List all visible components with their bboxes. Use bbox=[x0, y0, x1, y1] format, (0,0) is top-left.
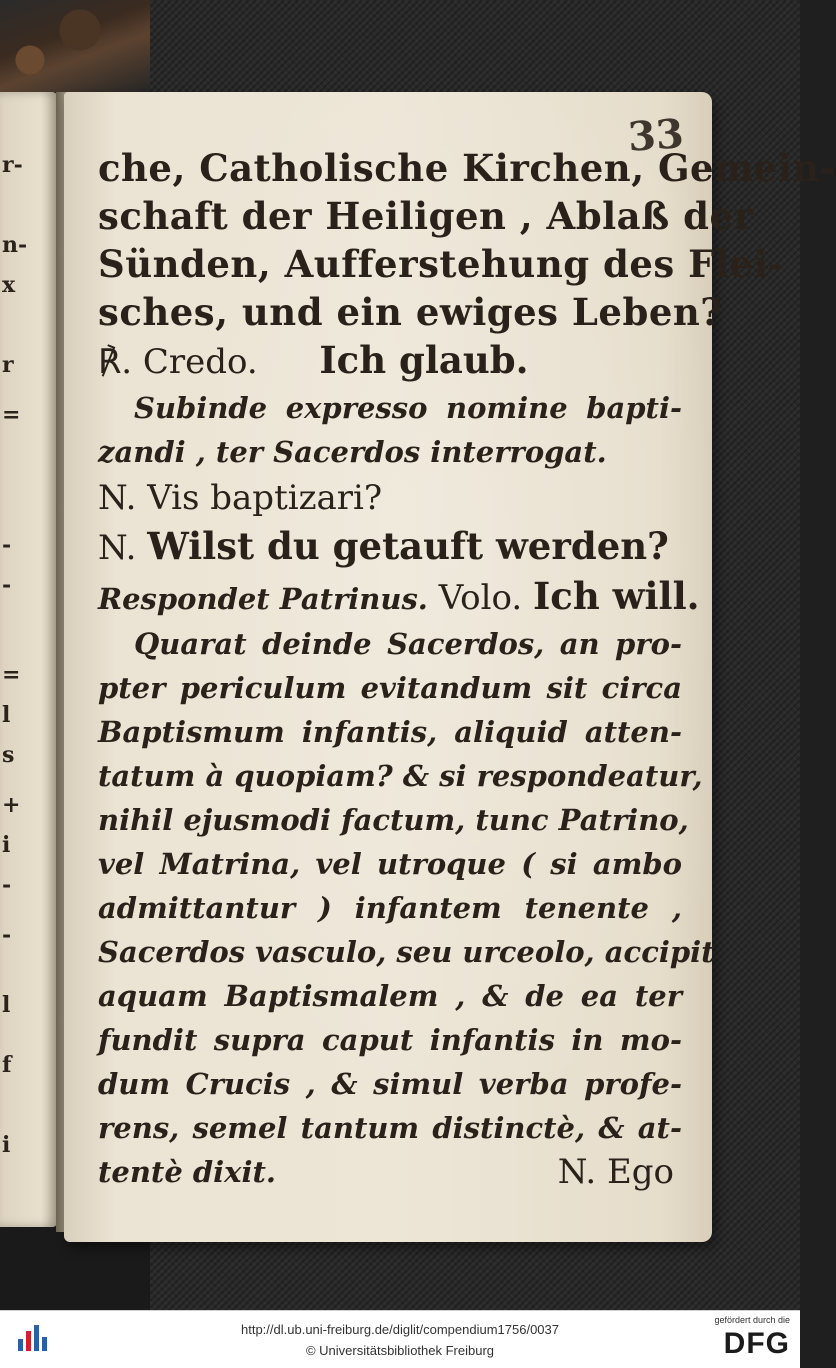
text-line: vel Matrina, vel utroque ( si ambo bbox=[98, 847, 682, 881]
left-page-fragment: r- bbox=[2, 152, 23, 178]
left-page-fragment: l bbox=[2, 702, 11, 728]
question-german: Wilst du getauft werden? bbox=[147, 524, 669, 568]
text-line: admittantur ) infantem tenente , bbox=[98, 891, 682, 925]
left-page-fragment: f bbox=[2, 1052, 12, 1078]
text-line: Baptismum infantis, aliquid atten- bbox=[98, 715, 682, 749]
respondet-line bbox=[98, 572, 700, 622]
left-page-fragment: - bbox=[2, 922, 12, 948]
final-italic: tentè dixit. bbox=[98, 1155, 276, 1189]
catchword: N. Ego bbox=[557, 1152, 674, 1192]
response-german: Ich glaub. bbox=[319, 338, 529, 382]
text-line: dum Crucis , & simul verba profe- bbox=[98, 1067, 682, 1101]
text-line: Subinde expresso nomine bapti- bbox=[134, 391, 682, 425]
question-german-line bbox=[98, 522, 682, 572]
left-page-fragment: = bbox=[2, 662, 21, 688]
response-mark: ℟. bbox=[98, 342, 133, 382]
left-page-fragment: i bbox=[2, 1132, 11, 1158]
text-line: pter periculum evitandum sit circa bbox=[98, 671, 682, 705]
response-line bbox=[98, 336, 682, 386]
left-page-fragment: i bbox=[2, 832, 11, 858]
book-page bbox=[64, 92, 836, 1242]
final-line bbox=[98, 1150, 682, 1194]
left-page-fragment: n- bbox=[2, 232, 28, 258]
text-line: Sünden, Aufferstehung des Flei- bbox=[98, 242, 784, 286]
permalink-link[interactable]: http://dl.ub.uni-freiburg.de/diglit/compendium1756/0037 bbox=[241, 1322, 559, 1337]
respondet-label: Respondet Patrinus. bbox=[98, 582, 428, 616]
text-line: che, Catholische Kirchen, Gemein- bbox=[98, 146, 836, 190]
text-line: zandi , ter Sacerdos interrogat. bbox=[98, 435, 607, 469]
text-line: Quarat deinde Sacerdos, an pro- bbox=[134, 627, 682, 661]
text-line: aquam Baptismalem , & de ea ter bbox=[98, 979, 682, 1013]
response-latin: Credo. bbox=[142, 342, 258, 382]
text-line: fundit supra caput infantis in mo- bbox=[98, 1023, 682, 1057]
left-page-fragment: - bbox=[2, 872, 12, 898]
text-line: Sacerdos vasculo, seu urceolo, accipit bbox=[98, 935, 715, 969]
question-mark: N. bbox=[98, 528, 137, 568]
text-line: schaft der Heiligen , Ablaß der bbox=[98, 194, 754, 238]
left-page-edge bbox=[0, 92, 58, 1227]
page-text bbox=[98, 144, 836, 1194]
respondet-german: Ich will. bbox=[533, 574, 700, 618]
page-number: 33 bbox=[626, 110, 686, 161]
sponsor-label: gefördert durch die bbox=[714, 1315, 790, 1325]
left-page-fragment: - bbox=[2, 532, 12, 558]
left-page-fragment: - bbox=[2, 572, 12, 598]
left-page-fragment: s bbox=[2, 742, 15, 768]
left-page-fragment: = bbox=[2, 402, 21, 428]
text-line: nihil ejusmodi factum, tunc Patrino, bbox=[98, 803, 689, 837]
copyright-text: © Universitätsbibliothek Freiburg bbox=[305, 1343, 495, 1358]
text-line: rens, semel tantum distinctè, & at- bbox=[98, 1111, 682, 1145]
dfg-logo: DFG bbox=[723, 1327, 790, 1360]
left-page-fragment: l bbox=[2, 992, 11, 1018]
viewer-footer bbox=[0, 1310, 800, 1368]
left-page-fragment: + bbox=[2, 792, 21, 818]
question-line: N. Vis baptizari? bbox=[98, 478, 383, 518]
text-line: tatum à quopiam? & si respondeatur, bbox=[98, 759, 703, 793]
book-binding bbox=[0, 0, 150, 92]
left-page-fragment: r bbox=[2, 352, 14, 378]
respondet-latin: Volo. bbox=[438, 578, 523, 618]
text-line: sches, und ein ewiges Leben? bbox=[98, 290, 723, 334]
left-page-fragment: x bbox=[2, 272, 16, 298]
